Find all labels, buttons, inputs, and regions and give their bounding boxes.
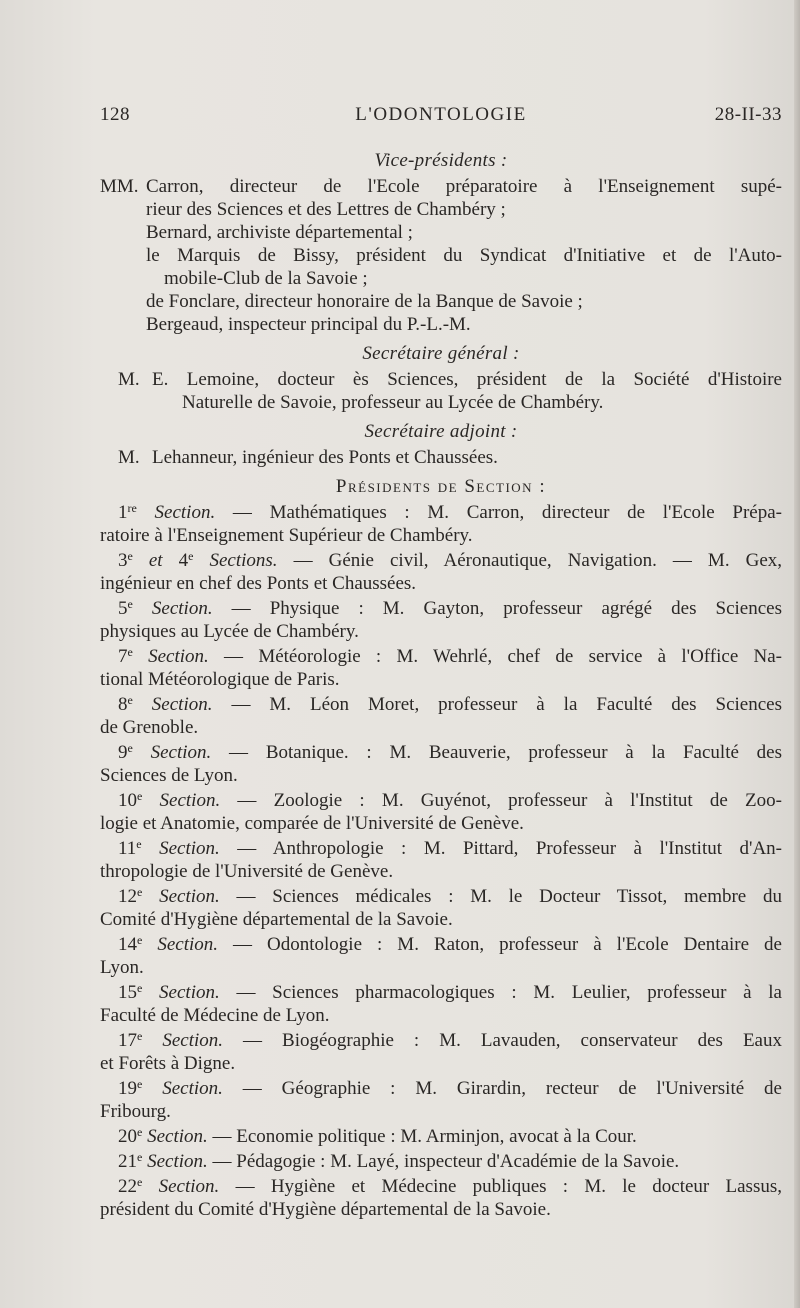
presidents-section-heading: Présidents de Section : [335,476,547,497]
secretaire-general-line: Naturelle de Savoie, professeur au Lycée de Chambéry. [182,392,604,413]
section-number: 11 [118,838,137,859]
page-body [100,146,782,1223]
section-entry [100,1125,782,1148]
section-entry-line [100,1125,782,1148]
section-number: 14 [118,934,137,955]
section-number: 5 [118,598,128,619]
section-description-continued: de Grenoble. [100,717,199,738]
section-entry-line [100,1077,782,1100]
section-label: Section. [142,790,238,811]
section-label: Section. [132,598,232,619]
section-label: Sections. [193,550,294,571]
section-label: Section. [142,1078,243,1099]
section-description-continued: Comité d'Hygiène départemental de la Savoie. [100,909,453,930]
vice-presidents-line: Bergeaud, inspecteur principal du P.-L.-M. [146,314,471,335]
section-number: 7 [118,646,128,667]
section-description-continued: président du Comité d'Hygiène départemental de la Savoie. [100,1199,551,1220]
section-description-continued: Lyon. [100,957,144,978]
vice-presidents-line: de Fonclare, directeur honoraire de la Banque de Savoie ; [146,291,583,312]
section-description: — Biogéographie : M. Lavauden, conservateur des Eaux [243,1030,782,1051]
section-entry-line [100,1150,782,1173]
section-number-suffix: e [127,741,133,755]
section-entry-line [100,1029,782,1052]
section-label: Section. [142,934,234,955]
section-number: 21 [118,1151,137,1172]
page-number: 128 [100,104,130,125]
section-entry-line [100,1175,782,1198]
section-entry [100,1029,782,1075]
section-number-suffix: re [127,501,137,515]
section-description: — Sciences pharmacologiques : M. Leulier, professeur à la [236,982,782,1003]
section-number-suffix: e [137,981,143,995]
section-description: — M. Léon Moret, professeur à la Faculté des Sciences [231,694,782,715]
vice-presidents-line: rieur des Sciences et des Lettres de Chambéry ; [146,199,506,220]
section-entry-line [100,885,782,908]
section-label: Section. [132,742,230,763]
section-description: — Pédagogie : M. Layé, inspecteur d'Académie de la Savoie. [212,1151,680,1172]
section-number-suffix: e [127,645,133,659]
section-description: — Physique : M. Gayton, professeur agrégé des Sciences [231,598,782,619]
section-entry [100,789,782,835]
section-number: 1 [118,502,128,523]
section-entry-line [100,741,782,764]
section-number: 12 [118,886,137,907]
section-conjunction: et [132,550,179,571]
vice-presidents-heading: Vice-présidents : [374,150,508,171]
section-number-suffix: e [137,1029,143,1043]
section-number-suffix: e [127,693,133,707]
section-entry-line [100,549,782,572]
section-number: 17 [118,1030,137,1051]
section-description-continued: tional Météorologique de Paris. [100,669,340,690]
section-description-continued: Faculté de Médecine de Lyon. [100,1005,330,1026]
running-header [100,104,782,134]
section-entry [100,693,782,739]
section-entry-line [100,837,782,860]
section-label: Section. [142,1030,244,1051]
section-number-suffix: e [137,1077,143,1091]
section-label: Section. [142,1126,213,1147]
section-description: — Anthropologie : M. Pittard, Professeur à l'Institut d'An- [237,838,782,859]
section-number: 9 [118,742,128,763]
prefix-m: M. [118,447,140,468]
section-description-continued: ingénieur en chef des Ponts et Chaussées. [100,573,417,594]
secretaire-general-heading: Secrétaire général : [362,343,520,364]
section-label: Section. [132,694,232,715]
page-edge [794,0,800,1308]
section-entry [100,741,782,787]
section-label: Section. [142,982,237,1003]
section-number-suffix: e [137,789,143,803]
section-description: — Météorologie : M. Wehrlé, chef de service à l'Office Na- [224,646,782,667]
section-entry [100,981,782,1027]
sections-list [100,501,782,1221]
section-label: Section. [132,646,225,667]
section-entry [100,1150,782,1173]
section-entry-line [100,693,782,716]
section-description: — Botanique. : M. Beauverie, professeur à la Faculté des [229,742,782,763]
section-number-suffix: e [127,597,133,611]
section-label: Section. [142,1176,236,1197]
section-number: 8 [118,694,128,715]
section-entry [100,933,782,979]
section-entry [100,837,782,883]
section-entry-line [100,645,782,668]
section-entry [100,885,782,931]
section-number: 10 [118,790,137,811]
section-number: 3 [118,550,128,571]
section-entry-line [100,933,782,956]
section-description-continued: logie et Anatomie, comparée de l'Université de Genève. [100,813,524,834]
secretaire-adjoint-heading: Secrétaire adjoint : [364,421,518,442]
section-description-continued: ratoire à l'Enseignement Supérieur de Chambéry. [100,525,473,546]
section-entry [100,597,782,643]
section-number: 22 [118,1176,137,1197]
section-description: — Zoologie : M. Guyénot, professeur à l'Institut de Zoo- [237,790,782,811]
section-number-suffix: e [136,837,142,851]
issue-date: 28-II-33 [714,104,782,125]
section-number-suffix: e [137,1150,143,1164]
section-entry-line [100,981,782,1004]
section-label: Section. [141,838,238,859]
section-description-continued: Sciences de Lyon. [100,765,238,786]
section-description: — Génie civil, Aéronautique, Navigation. — M. Gex, [293,550,783,571]
section-label: Section. [142,886,237,907]
section-description-continued: et Forêts à Digne. [100,1053,236,1074]
prefix-mm: MM. [100,176,139,197]
section-number: 15 [118,982,137,1003]
secretaire-adjoint-line: M. Lehanneur, ingénieur des Ponts et Chaussées. [118,447,498,468]
section-entry [100,549,782,595]
section-number-suffix: e [137,1125,143,1139]
journal-title: L'ODONTOLOGIE [355,104,527,125]
section-number: 4 [178,550,189,571]
section-description-continued: thropologie de l'Université de Genève. [100,861,394,882]
section-label: Section. [136,502,233,523]
section-entry [100,645,782,691]
section-number: 20 [118,1126,137,1147]
section-description: — Hygiène et Médecine publiques : M. le docteur Lassus, [235,1176,782,1197]
section-description-continued: Fribourg. [100,1101,171,1122]
section-entry [100,1175,782,1221]
section-entry-line [100,789,782,812]
section-number-suffix: e [137,1175,143,1189]
section-number-suffix: e [127,549,133,563]
section-description: — Géographie : M. Girardin, recteur de l'Université de [242,1078,782,1099]
section-description: — Sciences médicales : M. le Docteur Tissot, membre du [236,886,782,907]
section-entry-line [100,597,782,620]
section-number-suffix: e [137,933,143,947]
section-number-suffix: e [188,549,194,563]
section-description: — Economie politique : M. Arminjon, avocat à la Cour. [212,1126,637,1147]
section-entry-line [100,501,782,524]
vice-presidents-line: le Marquis de Bissy, président du Syndicat d'Initiative et de l'Auto- [146,245,782,266]
vice-presidents-line: Bernard, archiviste départemental ; [146,222,413,243]
section-description: — Mathématiques : M. Carron, directeur de l'Ecole Prépa- [232,502,782,523]
section-description-continued: physiques au Lycée de Chambéry. [100,621,359,642]
section-description: — Odontologie : M. Raton, professeur à l'Ecole Dentaire de [233,934,782,955]
section-entry [100,501,782,547]
vice-presidents-line: mobile-Club de la Savoie ; [164,268,368,289]
secretaire-general-line: M. E. Lemoine, docteur ès Sciences, président de la Société d'Histoire [118,369,782,390]
prefix-m: M. [118,369,140,390]
vice-presidents-line: MM. Carron, directeur de l'Ecole préparatoire à l'Enseignement supé- [100,176,782,197]
section-number-suffix: e [137,885,143,899]
section-label: Section. [142,1151,213,1172]
section-number: 19 [118,1078,137,1099]
section-entry [100,1077,782,1123]
